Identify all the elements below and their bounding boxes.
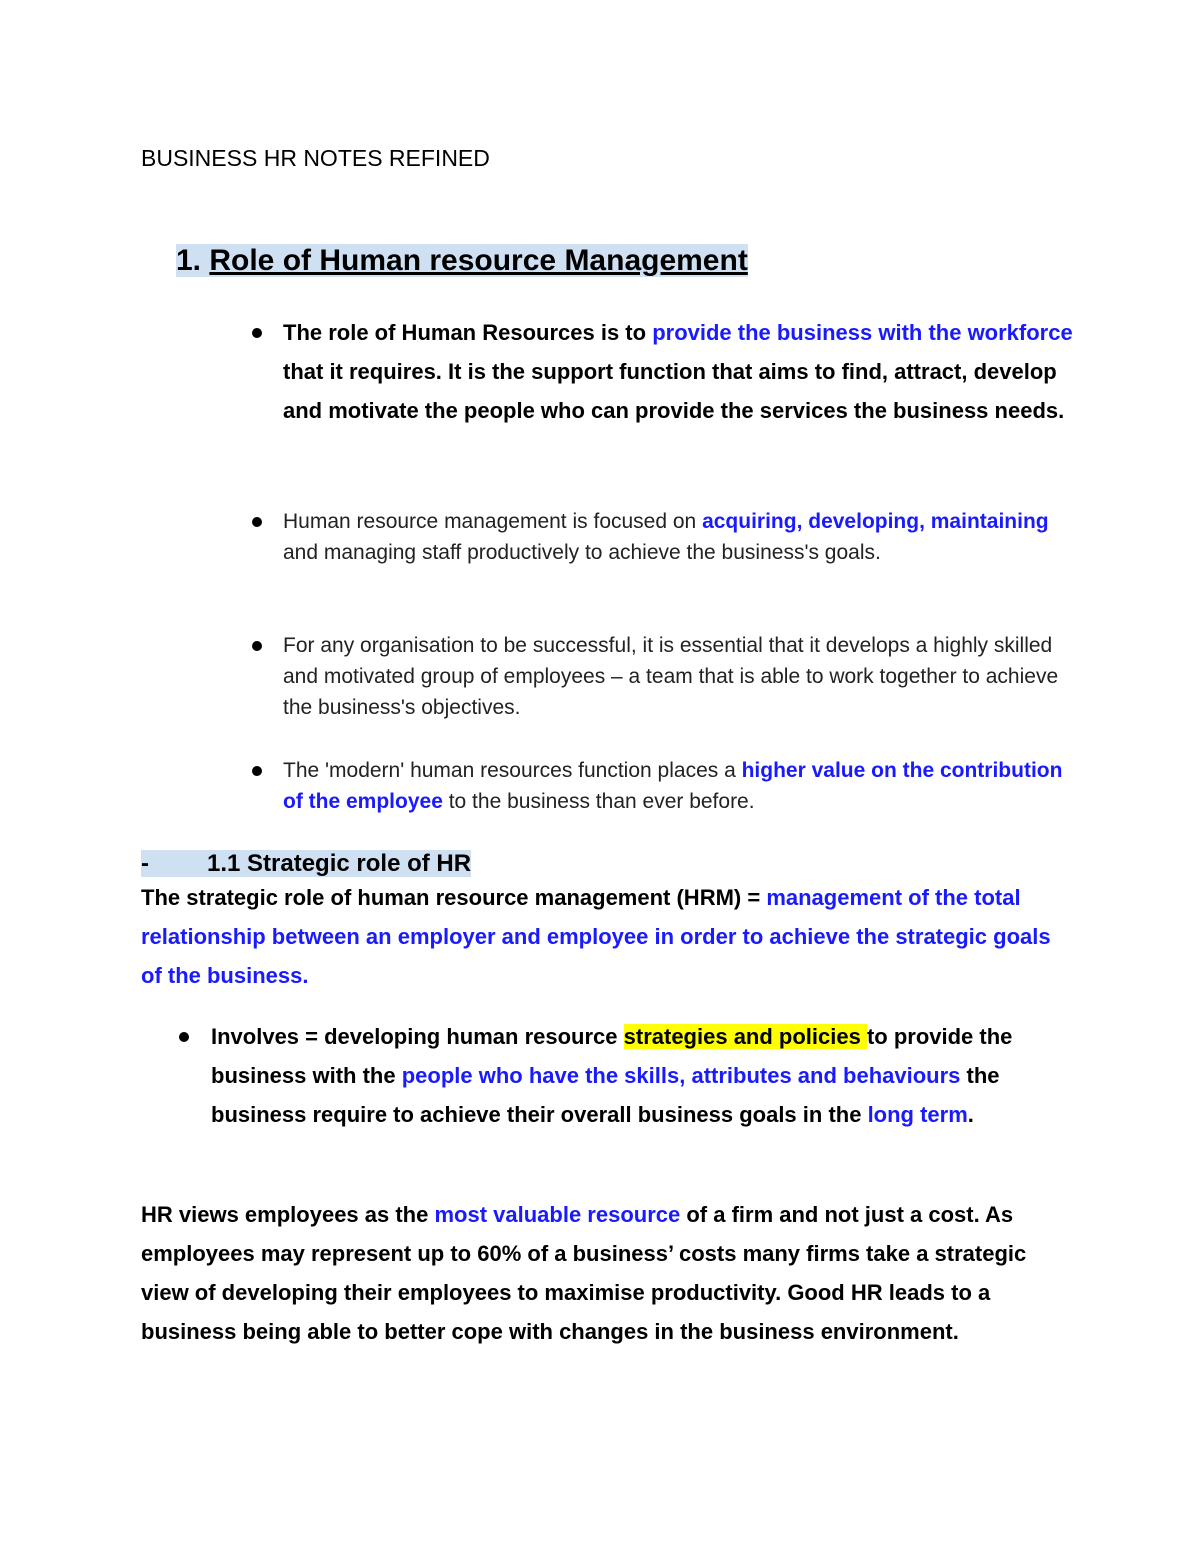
text-run: Human resource management is focused on [283, 510, 703, 533]
text-run: HR views employees as the [141, 1202, 435, 1227]
emphasis-text: long term [867, 1102, 968, 1127]
text-run: Involves = developing human resource [211, 1024, 624, 1049]
emphasis-text: provide the business with the workforce [652, 320, 1073, 345]
emphasis-text: people who have the skills, attributes and behaviours [401, 1063, 961, 1088]
text-run: The 'modern' human resources function places a [283, 759, 742, 782]
bullet-modern-hr [283, 755, 1083, 817]
bullet-role-of-hr [283, 313, 1083, 430]
bullet-icon [252, 328, 262, 338]
text-run: the business require to achieve their overall business goals in the [211, 1063, 1000, 1127]
emphasis-text: most valuable resource [434, 1202, 681, 1227]
heading-dash: - [141, 850, 149, 877]
text-run: The role of Human Resources is to [283, 320, 653, 345]
heading-number: 1. [176, 244, 210, 277]
strategic-role-paragraph [141, 878, 1061, 995]
bullet-hrm-focus [283, 506, 1083, 568]
bullet-icon [252, 641, 262, 651]
bullet-involves [211, 1017, 1081, 1134]
emphasis-text: management of the total relationship between an employer and employee in order to achieve the strategic goals of the business. [141, 885, 1051, 988]
text-run: to provide the business with the [211, 1024, 1013, 1088]
highlighted-text: strategies and policies [623, 1024, 867, 1049]
bullet-successful-organisation [283, 630, 1083, 723]
heading-text: 1.1 Strategic role of HR [207, 850, 472, 877]
emphasis-text: higher value on the contribution of the employee [283, 759, 1063, 813]
text-run: that it requires. It is the support function that aims to find, attract, develop and motivate the people who can provide the services the business needs. [283, 359, 1065, 423]
heading-text: Role of Human resource Management [209, 244, 748, 277]
text-run: of a firm and not just a cost. As employees may represent up to 60% of a business’ costs many firms take a strategic view of developing their employees to maximise productivity. Good HR leads to a business being able to better cope with changes in the business environment. [141, 1202, 1027, 1344]
text-run: For any organisation to be successful, it is essential that it develops a highly skilled and motivated group of employees – a team that is able to work together to achieve the business's objectives. [283, 634, 1059, 719]
section-heading-role-of-hrm [176, 242, 748, 280]
emphasis-text: acquiring, developing, maintaining [702, 510, 1049, 533]
text-run: to the business than ever before. [442, 790, 755, 813]
document-title: BUSINESS HR NOTES REFINED [141, 145, 490, 171]
bullet-icon [252, 766, 262, 776]
bullet-icon [179, 1032, 189, 1042]
text-run: The strategic role of human resource management (HRM) = [141, 885, 767, 910]
hr-views-paragraph [141, 1195, 1061, 1351]
text-run: and managing staff productively to achieve the business's goals. [283, 541, 881, 564]
text-run: . [967, 1102, 974, 1127]
subsection-heading-strategic-role [141, 848, 471, 880]
bullet-icon [252, 517, 262, 527]
